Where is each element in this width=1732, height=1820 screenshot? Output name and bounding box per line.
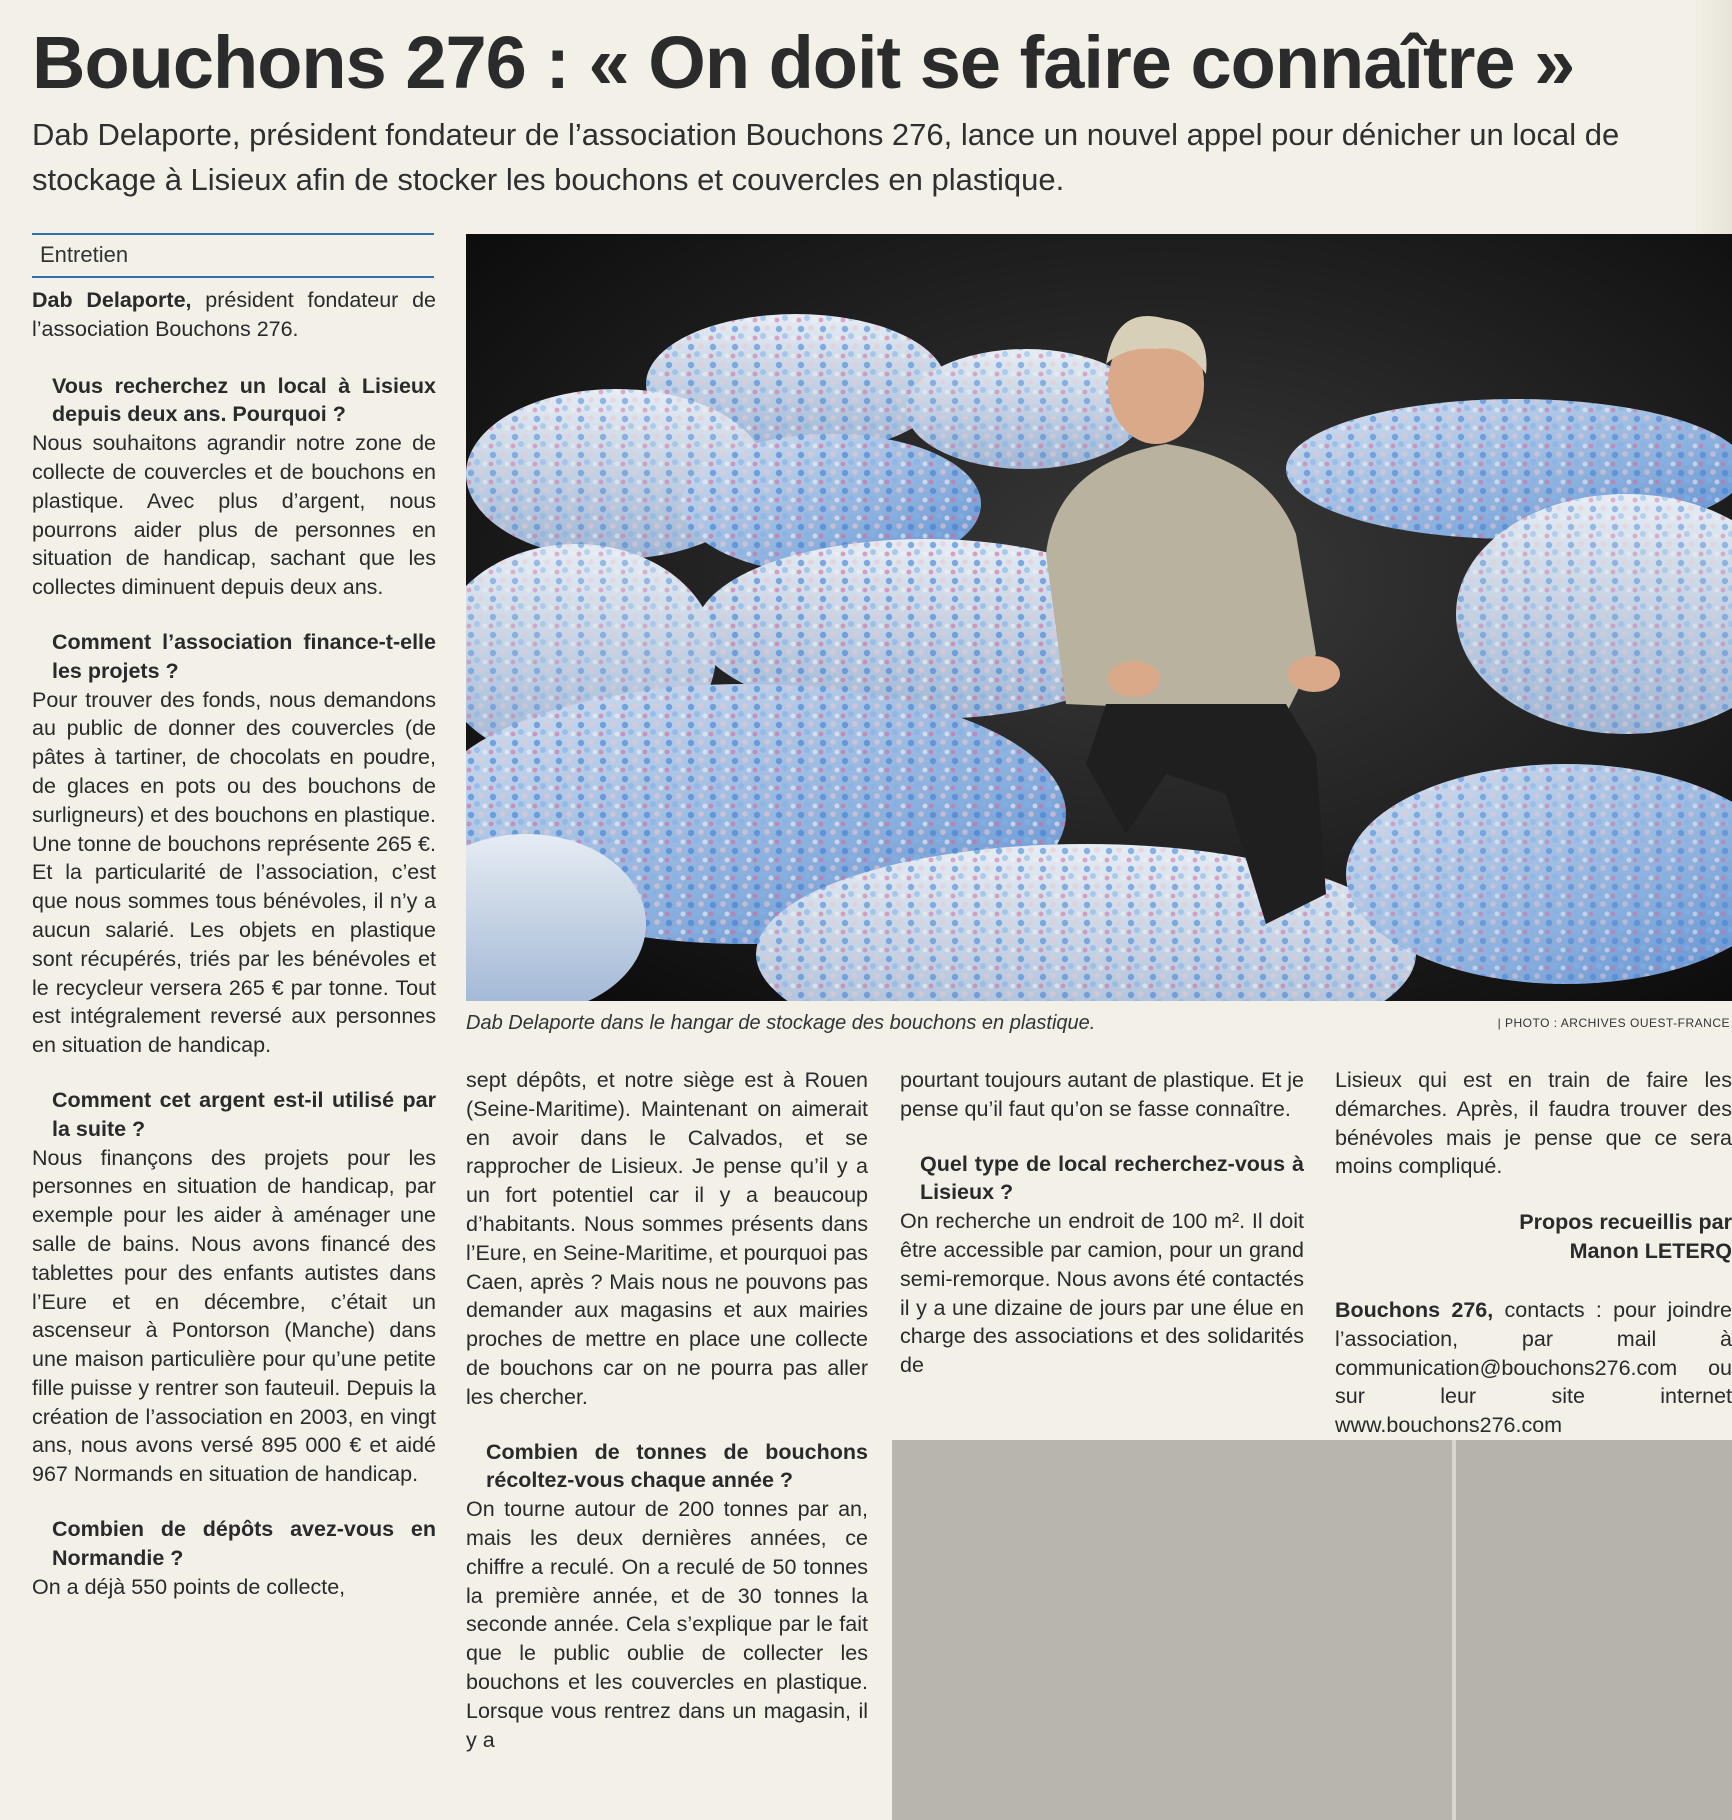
column-4-answer-continued: Lisieux qui est en train de faire les démarches. Après, il faudra trouver des bénévoles mais je pense que ce sera moins compliqué. xyxy=(1335,1068,1732,1179)
column-3-answer-continued: pourtant toujours autant de plastique. Et je pense qu’il faut qu’on se fasse connaître. xyxy=(900,1068,1304,1121)
answer-3: Nous finançons des projets pour les personnes en situation de handicap, par exemple pour les aider à aménager une salle de bains. Nous avons financé des tablettes pour des enfants autistes dans l’Eure et en décembre, c’était un ascenseur à Pontorson (Manche) dans une maison particulière pour qu’une petite fille puisse y rentrer son fauteuil. Depuis la création de l’association en 2003, en vingt ans, nous avons versé 895 000 € et aidé 967 Normands en situation de handicap. xyxy=(32,1145,436,1487)
contacts-text: contacts : pour joindre l’association, par mail à communication@bouchons276.com ou sur leur site internet www.bouchons276.com xyxy=(1335,1298,1732,1438)
column-2 xyxy=(466,1066,868,1754)
answer-6: On recherche un endroit de 100 m². Il doit être accessible par camion, pour un grand semi-remorque. Nous avons été contactés il y a une dizaine de jours par une élue en charge des associations et des solidarités de xyxy=(900,1209,1304,1378)
question-4: Combien de dépôts avez-vous en Normandie ? xyxy=(52,1517,436,1570)
article-photo xyxy=(466,234,1732,1001)
kicker-rule-top xyxy=(32,233,434,235)
column-2-answer-continued: sept dépôts, et notre siège est à Rouen (Seine-Maritime). Maintenant on aimerait en avoir dans le Calvados, et se rapprocher de Lisieux. Je pense qu’il y a un fort potentiel car il y a beaucoup d’habitants. Nous sommes présents dans l’Eure, en Seine-Maritime, et pourquoi pas Caen, après ? Mais nous ne pouvons pas demander aux magasins et aux mairies proches de mettre en place une collecte de bouchons car on ne pourra pas aller les chercher. xyxy=(466,1068,868,1409)
kicker-rule-bottom xyxy=(32,276,434,278)
column-1 xyxy=(32,286,436,1601)
byline xyxy=(1432,1208,1732,1266)
gray-ad-block-right xyxy=(1456,1440,1732,1820)
answer-1: Nous souhaitons agrandir notre zone de collecte de couvercles et de bouchons en plastique. Avec plus d’argent, nous pourrons aider plus de personnes en situation de handicap, sachant que les collectes diminuent depuis deux ans. xyxy=(32,431,436,600)
article-kicker: Entretien xyxy=(40,242,129,267)
photo-credit: | PHOTO : ARCHIVES OUEST-FRANCE xyxy=(1497,1016,1730,1030)
answer-2: Pour trouver des fonds, nous demandons au public de donner des couvercles (de pâtes à tartiner, de chocolats en poudre, de glaces en pots ou des bouchons de surligneurs) et des bouchons en plastique. Une tonne de bouchons représente 265 €. Et la particularité de l’association, c’est que nous sommes tous bénévoles, il n’y a aucun salarié. Les objets en plastique sont récupérés, triés par les bénévoles et le recycleur versera 265 € par tonne. Tout est intégralement reversé aux personnes en situation de handicap. xyxy=(32,687,436,1058)
contacts-box xyxy=(1335,1296,1732,1440)
photo-illustration xyxy=(466,234,1732,1001)
question-3: Comment cet argent est-il utilisé par la suite ? xyxy=(52,1087,436,1141)
question-6: Quel type de local recherchez-vous à Lisieux ? xyxy=(920,1151,1304,1205)
contacts-name: Bouchons 276, xyxy=(1335,1298,1494,1322)
article-lede: Dab Delaporte, président fondateur de l’association Bouchons 276, lance un nouvel appel pour dénicher un local de stockage à Lisieux afin de stocker les bouchons et couvercles en plastique. xyxy=(32,117,1620,197)
column-3 xyxy=(900,1066,1304,1380)
question-5: Combien de tonnes de bouchons récoltez-vous chaque année ? xyxy=(486,1439,868,1493)
byline-line-1: Propos recueillis par xyxy=(1519,1210,1732,1234)
interviewee-name: Dab Delaporte, xyxy=(32,288,192,312)
column-4 xyxy=(1335,1066,1732,1181)
answer-5: On tourne autour de 200 tonnes par an, mais les deux dernières années, ce chiffre a reculé. On a reculé de 50 tonnes la première année, et de 30 tonnes la seconde année. Cela s’explique par le fait que le public oublie de collecter les bouchons et les couvercles en plastique. Lorsque vous rentrez dans un magasin, il y a xyxy=(466,1497,868,1752)
article-headline: Bouchons 276 : « On doit se faire connaître » xyxy=(32,21,1575,104)
question-2: Comment l’association finance-t-elle les projets ? xyxy=(52,629,436,683)
photo-caption: Dab Delaporte dans le hangar de stockage des bouchons en plastique. xyxy=(466,1012,1096,1034)
gray-ad-block-left xyxy=(892,1440,1452,1820)
interviewee-role: président fondateur de l’association Bouchons 276. xyxy=(32,288,436,341)
byline-author: Manon LETERQ xyxy=(1569,1239,1732,1263)
question-1: Vous recherchez un local à Lisieux depuis deux ans. Pourquoi ? xyxy=(52,373,436,427)
interview-intro xyxy=(32,286,436,344)
answer-4: On a déjà 550 points de collecte, xyxy=(32,1574,346,1599)
